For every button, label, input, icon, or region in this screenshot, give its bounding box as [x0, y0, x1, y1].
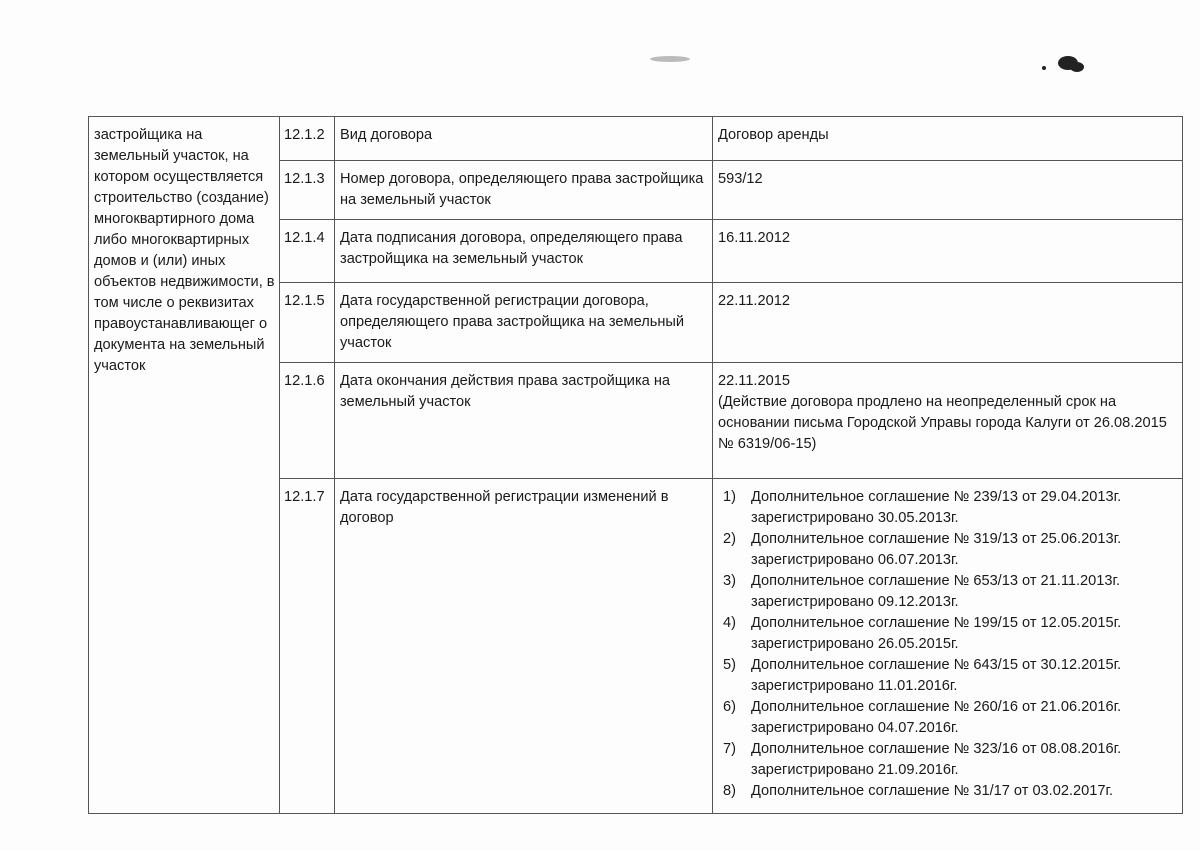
amendment-registration: зарегистрировано 11.01.2016г.	[751, 678, 958, 694]
amendment-text: Дополнительное соглашение № 323/16 от 08.08.2016г.	[751, 741, 1122, 757]
row-number: 12.1.2	[280, 117, 335, 161]
land-plot-table	[88, 116, 1183, 814]
row-number: 12.1.3	[280, 161, 335, 220]
row-value: 593/12	[713, 161, 1183, 220]
amendment-number: 8)	[723, 783, 736, 799]
row-label: Дата государственной регистрации договора, определяющего права застройщика на земельный участок	[335, 283, 713, 363]
amendment-number: 5)	[723, 657, 736, 673]
amendment-number: 2)	[723, 531, 736, 547]
row-label: Номер договора, определяющего права застройщика на земельный участок	[335, 161, 713, 220]
row-number: 12.1.5	[280, 283, 335, 363]
amendment-text: Дополнительное соглашение № 31/17 от 03.02.2017г.	[751, 783, 1114, 799]
amendments-list	[718, 487, 1178, 802]
amendment-text: Дополнительное соглашение № 260/16 от 21.06.2016г.	[751, 699, 1122, 715]
row-number: 12.1.7	[280, 479, 335, 814]
row-label: Дата подписания договора, определяющего права застройщика на земельный участок	[335, 220, 713, 283]
table-row	[89, 117, 1183, 161]
row-value: 16.11.2012	[713, 220, 1183, 283]
amendment-registration: зарегистрировано 04.07.2016г.	[751, 720, 959, 736]
amendment-item	[718, 529, 1178, 571]
amendment-text: Дополнительное соглашение № 319/13 от 25.06.2013г.	[751, 531, 1122, 547]
row-value	[713, 363, 1183, 479]
amendment-item	[718, 655, 1178, 697]
amendment-item	[718, 739, 1178, 781]
amendment-number: 6)	[723, 699, 736, 715]
amendment-text: Дополнительное соглашение № 199/15 от 12.05.2015г.	[751, 615, 1122, 631]
amendment-item	[718, 613, 1178, 655]
scan-smudge	[650, 56, 690, 62]
section-description: застройщика на земельный участок, на котором осуществляется строительство (создание) многоквартирного дома либо многоквартирных домов и (или) иных объектов недвижимости, в том числе о реквизитах правоустанавливающег о документа на земельный участок	[89, 117, 280, 814]
amendment-text: Дополнительное соглашение № 643/15 от 30.12.2015г.	[751, 657, 1122, 673]
row-value: 22.11.2012	[713, 283, 1183, 363]
row-label: Дата окончания действия права застройщика на земельный участок	[335, 363, 713, 479]
amendment-item	[718, 487, 1178, 529]
row-value: Договор аренды	[713, 117, 1183, 161]
row-number: 12.1.6	[280, 363, 335, 479]
amendment-registration: зарегистрировано 06.07.2013г.	[751, 552, 959, 568]
amendment-item	[718, 697, 1178, 739]
amendment-registration: зарегистрировано 30.05.2013г.	[751, 510, 959, 526]
amendment-text: Дополнительное соглашение № 653/13 от 21.11.2013г.	[751, 573, 1121, 589]
scan-smudge	[1070, 62, 1084, 72]
amendment-number: 3)	[723, 573, 736, 589]
amendment-number: 4)	[723, 615, 736, 631]
amendment-number: 1)	[723, 489, 736, 505]
row-value	[713, 479, 1183, 814]
end-date: 22.11.2015	[718, 373, 790, 389]
amendment-number: 7)	[723, 741, 736, 757]
row-label: Дата государственной регистрации изменений в договор	[335, 479, 713, 814]
row-label: Вид договора	[335, 117, 713, 161]
extension-note: (Действие договора продлено на неопределенный срок на основании письма Городской Управы города Калуги от 26.08.2015 № 6319/06-15)	[718, 394, 1167, 452]
scan-smudge	[1042, 66, 1046, 70]
amendment-text: Дополнительное соглашение № 239/13 от 29.04.2013г.	[751, 489, 1122, 505]
row-number: 12.1.4	[280, 220, 335, 283]
amendment-item	[718, 781, 1178, 802]
amendment-registration: зарегистрировано 09.12.2013г.	[751, 594, 959, 610]
amendment-item	[718, 571, 1178, 613]
amendment-registration: зарегистрировано 26.05.2015г.	[751, 636, 959, 652]
amendment-registration: зарегистрировано 21.09.2016г.	[751, 762, 959, 778]
